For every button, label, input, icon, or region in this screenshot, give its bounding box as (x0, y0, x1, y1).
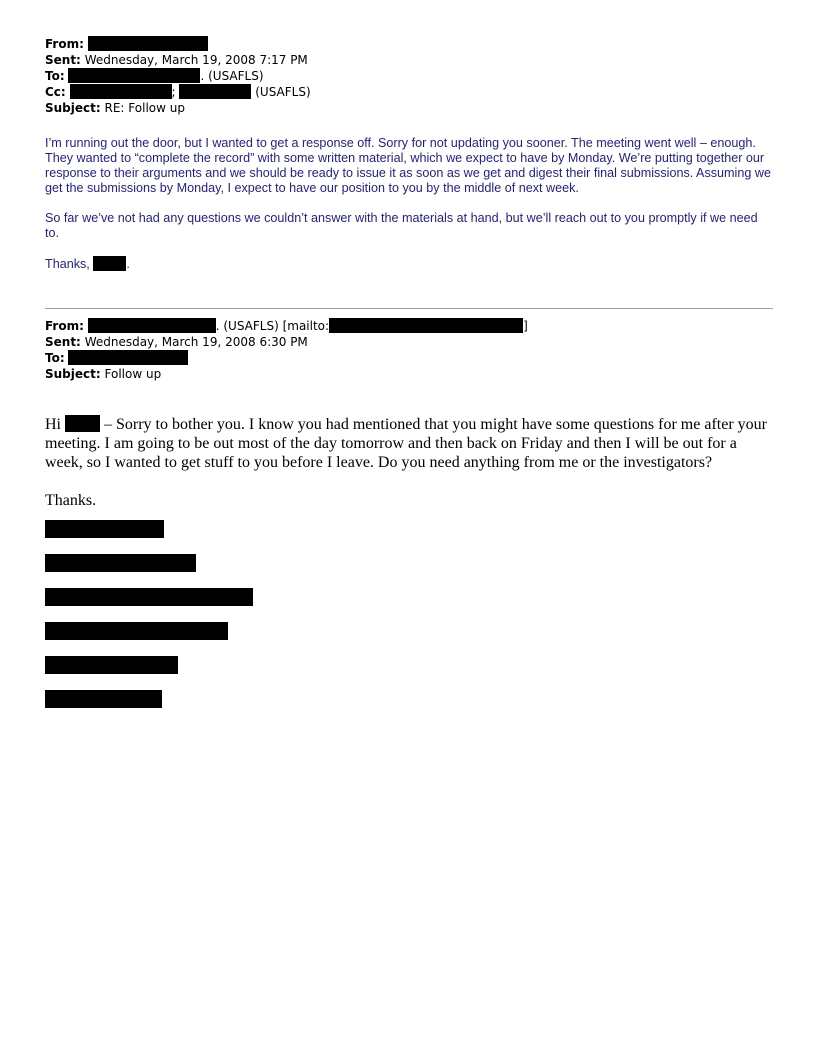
orig-paragraph-1 (45, 415, 773, 472)
reply-cc-suffix: (USAFLS) (255, 85, 311, 99)
orig-sent-label: Sent: (45, 335, 81, 349)
reply-cc-row (45, 84, 773, 100)
reply-header (45, 36, 773, 116)
reply-cc-separator: ; (171, 85, 176, 99)
orig-from-end: ] (523, 319, 528, 333)
redaction (88, 36, 208, 51)
reply-thanks-end: . (126, 257, 130, 271)
reply-paragraph-2: So far we’ve not had any questions we couldn’t answer with the materials at hand, but we’ll reach out to you promptly if we need to. (45, 211, 758, 240)
reply-subject-value: RE: Follow up (104, 101, 185, 115)
orig-subject-row (45, 366, 773, 382)
reply-to-suffix: . (USAFLS) (200, 69, 264, 83)
reply-sent-row (45, 52, 773, 68)
reply-from-row (45, 36, 773, 52)
orig-sent-value: Wednesday, March 19, 2008 6:30 PM (84, 335, 308, 349)
redaction (68, 350, 188, 365)
divider (45, 308, 773, 309)
redaction (329, 318, 523, 333)
reply-thanks-line (45, 256, 773, 272)
redacted-signature-line (45, 656, 178, 674)
redacted-signature-line (45, 554, 196, 572)
reply-sent-label: Sent: (45, 53, 81, 67)
reply-subject-label: Subject: (45, 101, 101, 115)
redacted-signature-line (45, 690, 162, 708)
reply-thanks: Thanks, (45, 257, 90, 271)
redacted-signature-line (45, 622, 228, 640)
redaction (68, 68, 200, 83)
original-header (45, 318, 773, 382)
orig-from-row (45, 318, 773, 334)
reply-subject-row (45, 100, 773, 116)
reply-cc-label: Cc: (45, 85, 66, 99)
redaction (93, 256, 126, 271)
redaction (88, 318, 216, 333)
orig-sent-row (45, 334, 773, 350)
orig-subject-label: Subject: (45, 367, 101, 381)
redacted-signature-line (45, 520, 164, 538)
orig-paragraph-1-text: – Sorry to bother you. I know you had mentioned that you might have some questions for me after your meeting. I am going to be out most of the day tomorrow and then back on Friday and then I will be out for a week, so I wanted to get stuff to you before I leave. Do you need anything from me or the investigators? (45, 416, 767, 471)
original-body (45, 415, 773, 510)
reply-body (45, 136, 773, 272)
reply-to-row (45, 68, 773, 84)
orig-to-label: To: (45, 351, 65, 365)
orig-to-row (45, 350, 773, 366)
redaction (65, 415, 100, 432)
reply-paragraph-1: I’m running out the door, but I wanted to get a response off. Sorry for not updating you sooner. The meeting went well – enough. They wanted to “complete the record” with some written material, which we expect to have by Monday. We’re putting together our response to their arguments and we should be ready to issue it as soon as we get and digest their final submissions. Assuming we get the submissions by Monday, I expect to have our position to you by the middle of next week. (45, 136, 771, 195)
orig-from-label: From: (45, 319, 84, 333)
redacted-signature-line (45, 588, 253, 606)
redaction (179, 84, 251, 99)
orig-subject-value: Follow up (104, 367, 162, 381)
reply-sent-value: Wednesday, March 19, 2008 7:17 PM (84, 53, 308, 67)
orig-from-suffix: . (USAFLS) [mailto: (215, 319, 330, 333)
reply-to-label: To: (45, 69, 65, 83)
reply-from-label: From: (45, 37, 84, 51)
orig-greeting: Hi (45, 416, 61, 433)
redaction (70, 84, 172, 99)
orig-thanks: Thanks. (45, 492, 97, 509)
